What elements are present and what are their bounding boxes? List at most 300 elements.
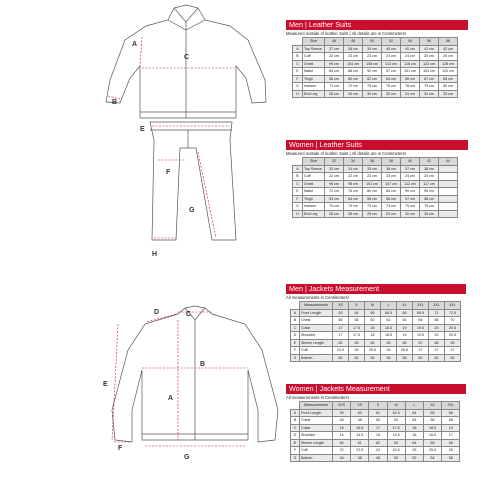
table-row: [291, 309, 461, 317]
row-value-cell: 72 cm: [344, 83, 363, 91]
row-measure-name: Chest: [303, 180, 325, 188]
row-code: A: [293, 165, 303, 173]
table-header-row: [291, 402, 460, 410]
suit-label-h: H: [152, 251, 158, 258]
suit-jacket-guides: [108, 37, 234, 99]
row-code: G: [291, 354, 300, 362]
table-header-blank: [293, 38, 303, 46]
women-suits-section: [286, 140, 468, 218]
row-value-cell: 26: [442, 447, 460, 455]
men-jackets-title: Men | Jackets Measurement: [286, 284, 466, 294]
row-value-cell: 58 cm: [420, 195, 439, 203]
row-value-cell: 55 cm: [363, 195, 382, 203]
table-row: [293, 165, 458, 173]
table-header-size: 34: [344, 158, 363, 166]
row-value-cell: 99 cm: [325, 60, 344, 68]
row-code: B: [291, 317, 300, 325]
table-header-size: 32: [325, 158, 344, 166]
suit-jacket-drawing: [106, 5, 266, 118]
row-code: C: [293, 60, 303, 68]
row-value-cell: 92 cm: [363, 68, 382, 76]
table-header-blank: [291, 402, 300, 410]
row-value-cell: 16: [405, 432, 423, 440]
row-value-cell: 26: [381, 347, 397, 355]
table-row: [293, 195, 458, 203]
row-value-cell: 64: [405, 409, 423, 417]
row-code: C: [293, 180, 303, 188]
jacket-guides: [112, 312, 248, 446]
row-value-cell: 25: [349, 347, 365, 355]
row-code: E: [293, 68, 303, 76]
row-value-cell: 28 cm: [325, 210, 344, 218]
table-row: [293, 45, 458, 53]
table-row: [291, 339, 461, 347]
table-row: [291, 324, 461, 332]
row-value-cell: 76 cm: [382, 83, 401, 91]
row-value-cell: 20: [429, 324, 445, 332]
table-header-size: M: [365, 302, 381, 310]
row-value-cell: 34 cm: [344, 165, 363, 173]
row-value-cell: 52: [387, 417, 405, 425]
table-row: [293, 68, 458, 76]
table-header-size: 44: [439, 158, 458, 166]
row-value-cell: 46: [333, 417, 351, 425]
row-value-cell: 56: [442, 454, 460, 462]
table-row: [293, 203, 458, 211]
row-measure-name: Chest: [300, 317, 333, 325]
row-value-cell: 71: [429, 309, 445, 317]
row-value-cell: 103 cm: [420, 68, 439, 76]
row-value-cell: 27: [413, 347, 429, 355]
row-value-cell: 24 cm: [401, 173, 420, 181]
row-value-cell: 58: [349, 317, 365, 325]
jacket-label-g: G: [184, 454, 190, 461]
row-value-cell: [439, 188, 458, 196]
row-value-cell: 17: [333, 332, 349, 340]
row-value-cell: 30 cm: [363, 90, 382, 98]
row-measure-name: Bottom: [300, 454, 333, 462]
row-value-cell: 17: [442, 432, 460, 440]
table-header-size-label: Size: [303, 38, 325, 46]
row-value-cell: 25.5: [365, 347, 381, 355]
table-row: [291, 432, 460, 440]
row-value-cell: 101 cm: [363, 180, 382, 188]
row-measure-name: Cuff: [300, 347, 333, 355]
women-suits-tbody: [293, 158, 458, 218]
row-value-cell: 108 cm: [363, 60, 382, 68]
row-value-cell: 74 cm: [382, 203, 401, 211]
row-value-cell: 62: [369, 439, 387, 447]
table-row: [293, 188, 458, 196]
row-value-cell: 53 cm: [325, 195, 344, 203]
row-value-cell: 113 cm: [382, 60, 401, 68]
row-value-cell: 65: [423, 409, 441, 417]
row-value-cell: 60: [365, 317, 381, 325]
row-value-cell: 35 cm: [363, 165, 382, 173]
row-value-cell: 18: [365, 324, 381, 332]
jacket-label-f: F: [118, 445, 123, 452]
row-value-cell: 25 cm: [420, 53, 439, 61]
row-value-cell: 39 cm: [363, 45, 382, 53]
row-value-cell: 66: [442, 439, 460, 447]
table-header-row: [291, 302, 461, 310]
table-row: [293, 180, 458, 188]
row-value-cell: 62: [333, 339, 349, 347]
row-code: A: [291, 309, 300, 317]
row-code: G: [293, 83, 303, 91]
table-row: [291, 354, 461, 362]
row-value-cell: 95 cm: [325, 180, 344, 188]
row-value-cell: 71 cm: [325, 83, 344, 91]
row-value-cell: 29 cm: [363, 210, 382, 218]
row-measure-name: Sleeve Length: [300, 439, 333, 447]
men-jackets-table: [290, 301, 461, 362]
row-value-cell: 64: [349, 309, 365, 317]
row-value-cell: 16.5: [351, 424, 369, 432]
row-value-cell: 62.5: [387, 409, 405, 417]
row-value-cell: 63: [349, 339, 365, 347]
row-value-cell: [439, 210, 458, 218]
row-value-cell: 62 cm: [363, 75, 382, 83]
men-suits-table: [292, 37, 458, 98]
row-measure-name: Chest: [303, 60, 325, 68]
row-value-cell: [439, 173, 458, 181]
women-jackets-section: [286, 384, 466, 462]
row-value-cell: 25: [405, 447, 423, 455]
row-value-cell: 52: [349, 354, 365, 362]
table-row: [293, 75, 458, 83]
row-value-cell: 118 cm: [401, 60, 420, 68]
row-value-cell: 66: [397, 339, 413, 347]
table-row: [293, 90, 458, 98]
row-value-cell: 38 cm: [344, 45, 363, 53]
table-row: [291, 417, 460, 425]
row-value-cell: 56 cm: [382, 195, 401, 203]
row-value-cell: 48: [351, 417, 369, 425]
table-header-size: 2XL: [442, 402, 460, 410]
table-header-size: 48: [344, 38, 363, 46]
row-value-cell: 60: [333, 439, 351, 447]
suit-label-g: G: [189, 207, 195, 214]
row-value-cell: 64: [365, 339, 381, 347]
row-value-cell: 14: [333, 432, 351, 440]
men-suits-tbody: [293, 38, 458, 98]
row-value-cell: 28 cm: [325, 90, 344, 98]
row-value-cell: 54: [423, 454, 441, 462]
row-measure-name: Front Length: [300, 309, 333, 317]
row-value-cell: 19.5: [413, 332, 429, 340]
row-value-cell: 33 cm: [439, 90, 458, 98]
row-value-cell: 25.5: [423, 447, 441, 455]
table-row: [291, 317, 461, 325]
row-value-cell: 59: [333, 409, 351, 417]
row-code: A: [291, 409, 300, 417]
row-value-cell: 60: [413, 354, 429, 362]
row-value-cell: 64 cm: [382, 75, 401, 83]
table-header-size: L: [405, 402, 423, 410]
row-measure-name: Collar: [300, 324, 333, 332]
row-value-cell: 72.5: [445, 309, 461, 317]
row-value-cell: 75 cm: [363, 83, 382, 91]
row-measure-name: Shoulder: [300, 432, 333, 440]
table-row: [293, 60, 458, 68]
row-value-cell: 23 cm: [363, 173, 382, 181]
row-value-cell: 56: [333, 317, 349, 325]
row-value-cell: 63: [333, 309, 349, 317]
row-value-cell: 61: [369, 409, 387, 417]
row-value-cell: 73 cm: [344, 203, 363, 211]
row-value-cell: 15.5: [387, 432, 405, 440]
row-value-cell: 46: [351, 454, 369, 462]
row-value-cell: 69.5: [413, 309, 429, 317]
row-value-cell: 17: [333, 324, 349, 332]
row-measure-name: End Leg: [303, 90, 325, 98]
row-value-cell: [439, 180, 458, 188]
row-measure-name: Bottom: [300, 354, 333, 362]
table-header-size-label: Size: [303, 158, 325, 166]
row-value-cell: 95 cm: [420, 188, 439, 196]
row-value-cell: 41 cm: [420, 45, 439, 53]
row-value-cell: 50: [387, 454, 405, 462]
table-row: [291, 424, 460, 432]
suit-diagram: [0, 0, 280, 265]
row-value-cell: 22 cm: [325, 53, 344, 61]
women-jackets-subtitle: All measurements in Centimeters!: [286, 395, 349, 400]
jacket-label-a: A: [168, 395, 174, 402]
row-value-cell: 58: [442, 417, 460, 425]
row-value-cell: 19: [442, 424, 460, 432]
row-value-cell: 66 cm: [401, 75, 420, 83]
table-header-size: M: [387, 402, 405, 410]
suit-label-b: B: [112, 99, 118, 106]
row-value-cell: 27: [445, 347, 461, 355]
row-measure-name: Collar: [300, 424, 333, 432]
row-code: H: [293, 90, 303, 98]
suit-pants-guides: [152, 126, 230, 238]
row-value-cell: 88 cm: [344, 68, 363, 76]
row-value-cell: 123 cm: [420, 60, 439, 68]
row-value-cell: 17.5: [349, 324, 365, 332]
row-value-cell: 73 cm: [363, 203, 382, 211]
table-header-size: 42: [420, 158, 439, 166]
row-code: H: [293, 210, 303, 218]
row-value-cell: 78 cm: [401, 83, 420, 91]
table-row: [291, 409, 460, 417]
row-value-cell: 30 cm: [344, 90, 363, 98]
row-value-cell: 52: [405, 454, 423, 462]
suit-label-a: A: [132, 41, 138, 48]
row-value-cell: 20: [429, 332, 445, 340]
table-header-size: 52: [382, 38, 401, 46]
row-value-cell: 23 cm: [382, 173, 401, 181]
row-value-cell: 65: [423, 439, 441, 447]
row-code: D: [291, 432, 300, 440]
row-value-cell: 50: [369, 417, 387, 425]
men-suits-subtitle: Measured outside of leather Suits | All details are in Centimeters!: [286, 31, 407, 36]
row-value-cell: 70 cm: [325, 203, 344, 211]
row-measure-name: Front Length: [300, 409, 333, 417]
row-value-cell: 69: [445, 339, 461, 347]
row-measure-name: Thigh: [303, 195, 325, 203]
row-value-cell: 27: [429, 347, 445, 355]
table-row: [291, 347, 461, 355]
row-value-cell: 18.5: [423, 424, 441, 432]
row-value-cell: 22: [333, 447, 351, 455]
row-value-cell: 60: [351, 409, 369, 417]
table-row: [293, 210, 458, 218]
row-value-cell: 23.5: [351, 447, 369, 455]
row-value-cell: 84 cm: [325, 68, 344, 76]
row-measure-name: Shoulder: [300, 332, 333, 340]
table-header-blank: [291, 302, 300, 310]
row-measure-name: Cuff: [303, 173, 325, 181]
row-value-cell: 80 cm: [439, 83, 458, 91]
row-value-cell: 57 cm: [401, 195, 420, 203]
jacket-label-c: C: [186, 311, 192, 318]
table-header-size: 4XL: [445, 302, 461, 310]
row-value-cell: 23 cm: [363, 53, 382, 61]
jacket-label-b: B: [200, 361, 206, 368]
table-row: [293, 83, 458, 91]
row-measure-name: Cuff: [300, 447, 333, 455]
row-value-cell: 16.5: [423, 432, 441, 440]
row-value-cell: 16: [333, 424, 351, 432]
row-value-cell: 68: [429, 317, 445, 325]
row-value-cell: 19: [397, 324, 413, 332]
row-code: G: [291, 454, 300, 462]
row-value-cell: 62: [429, 354, 445, 362]
row-value-cell: 19: [397, 332, 413, 340]
row-measure-name: Waist: [303, 68, 325, 76]
row-value-cell: 62: [381, 317, 397, 325]
row-value-cell: 60 cm: [344, 75, 363, 83]
men-suits-section: [286, 20, 468, 98]
row-value-cell: 66: [442, 409, 460, 417]
women-suits-table: [292, 157, 458, 218]
row-measure-name: Inseam: [303, 203, 325, 211]
row-code: C: [291, 424, 300, 432]
row-value-cell: 56: [423, 417, 441, 425]
row-value-cell: 117 cm: [420, 180, 439, 188]
row-value-cell: 84 cm: [382, 188, 401, 196]
row-value-cell: 18.5: [381, 324, 397, 332]
row-value-cell: 26 cm: [439, 53, 458, 61]
table-header-size: 2XL: [413, 302, 429, 310]
row-value-cell: 37 cm: [325, 45, 344, 53]
row-value-cell: 19.5: [413, 324, 429, 332]
row-value-cell: 68: [429, 339, 445, 347]
row-value-cell: 30 cm: [382, 90, 401, 98]
row-value-cell: 33 cm: [325, 165, 344, 173]
row-value-cell: 17.5: [349, 332, 365, 340]
jacket-diagram: [0, 300, 285, 500]
row-value-cell: 50: [333, 354, 349, 362]
table-header-blank: [293, 158, 303, 166]
table-header-size: 56: [420, 38, 439, 46]
row-code: E: [293, 188, 303, 196]
row-measure-name: Inseam: [303, 83, 325, 91]
row-code: B: [293, 173, 303, 181]
row-value-cell: 58: [397, 354, 413, 362]
row-code: B: [291, 417, 300, 425]
row-value-cell: 66.5: [381, 309, 397, 317]
table-header-size: 46: [325, 38, 344, 46]
row-value-cell: 90 cm: [401, 188, 420, 196]
jacket-label-d: D: [154, 309, 160, 316]
row-code: F: [293, 195, 303, 203]
table-header-size: 3XL: [429, 302, 445, 310]
table-header-size: 38: [382, 158, 401, 166]
men-jackets-section: [286, 284, 466, 362]
row-value-cell: 14.5: [351, 432, 369, 440]
table-header-size: 2XS: [333, 402, 351, 410]
suit-label-f: F: [166, 169, 171, 176]
row-value-cell: 28 cm: [344, 210, 363, 218]
table-header-size: 58: [439, 38, 458, 46]
row-value-cell: 64: [397, 317, 413, 325]
row-value-cell: 15: [369, 432, 387, 440]
row-value-cell: 67 cm: [420, 75, 439, 83]
table-header-size-label: Measurements: [300, 402, 333, 410]
row-value-cell: 24: [369, 447, 387, 455]
row-value-cell: 40 cm: [382, 45, 401, 53]
row-measure-name: Top Sleeve: [303, 165, 325, 173]
row-value-cell: 20.5: [445, 332, 461, 340]
row-measure-name: Chest: [300, 417, 333, 425]
row-value-cell: 54: [405, 417, 423, 425]
row-value-cell: 75 cm: [401, 203, 420, 211]
row-code: A: [293, 45, 303, 53]
men-jackets-tbody: [291, 302, 461, 362]
table-header-size: S: [349, 302, 365, 310]
row-value-cell: 24.5: [387, 447, 405, 455]
suit-label-c: C: [184, 54, 190, 61]
table-header-size: 54: [401, 38, 420, 46]
row-value-cell: 37 cm: [401, 165, 420, 173]
row-value-cell: 68: [397, 309, 413, 317]
row-value-cell: 110 cm: [439, 68, 458, 76]
row-value-cell: 61: [351, 439, 369, 447]
row-measure-name: Waist: [303, 188, 325, 196]
table-header-size: 40: [401, 158, 420, 166]
row-code: F: [291, 447, 300, 455]
jacket-drawing: [112, 306, 278, 442]
row-code: G: [293, 203, 303, 211]
row-code: B: [293, 53, 303, 61]
row-value-cell: 30 cm: [420, 210, 439, 218]
table-header-size: 50: [363, 38, 382, 46]
row-value-cell: 17: [369, 424, 387, 432]
table-row: [291, 332, 461, 340]
row-value-cell: 101 cm: [401, 68, 420, 76]
table-header-size: S: [369, 402, 387, 410]
row-value-cell: 26.5: [397, 347, 413, 355]
row-value-cell: [439, 195, 458, 203]
row-value-cell: [439, 203, 458, 211]
row-code: D: [291, 332, 300, 340]
table-header-size: XL: [397, 302, 413, 310]
row-measure-name: Cuff: [303, 53, 325, 61]
row-code: F: [291, 347, 300, 355]
row-value-cell: 97 cm: [382, 68, 401, 76]
row-value-cell: 20.5: [445, 324, 461, 332]
row-value-cell: 22 cm: [325, 173, 344, 181]
row-value-cell: 42 cm: [439, 45, 458, 53]
row-value-cell: 58 cm: [325, 75, 344, 83]
row-value-cell: 72 cm: [325, 188, 344, 196]
women-jackets-title: Women | Jackets Measurement: [286, 384, 466, 394]
table-row: [291, 447, 460, 455]
